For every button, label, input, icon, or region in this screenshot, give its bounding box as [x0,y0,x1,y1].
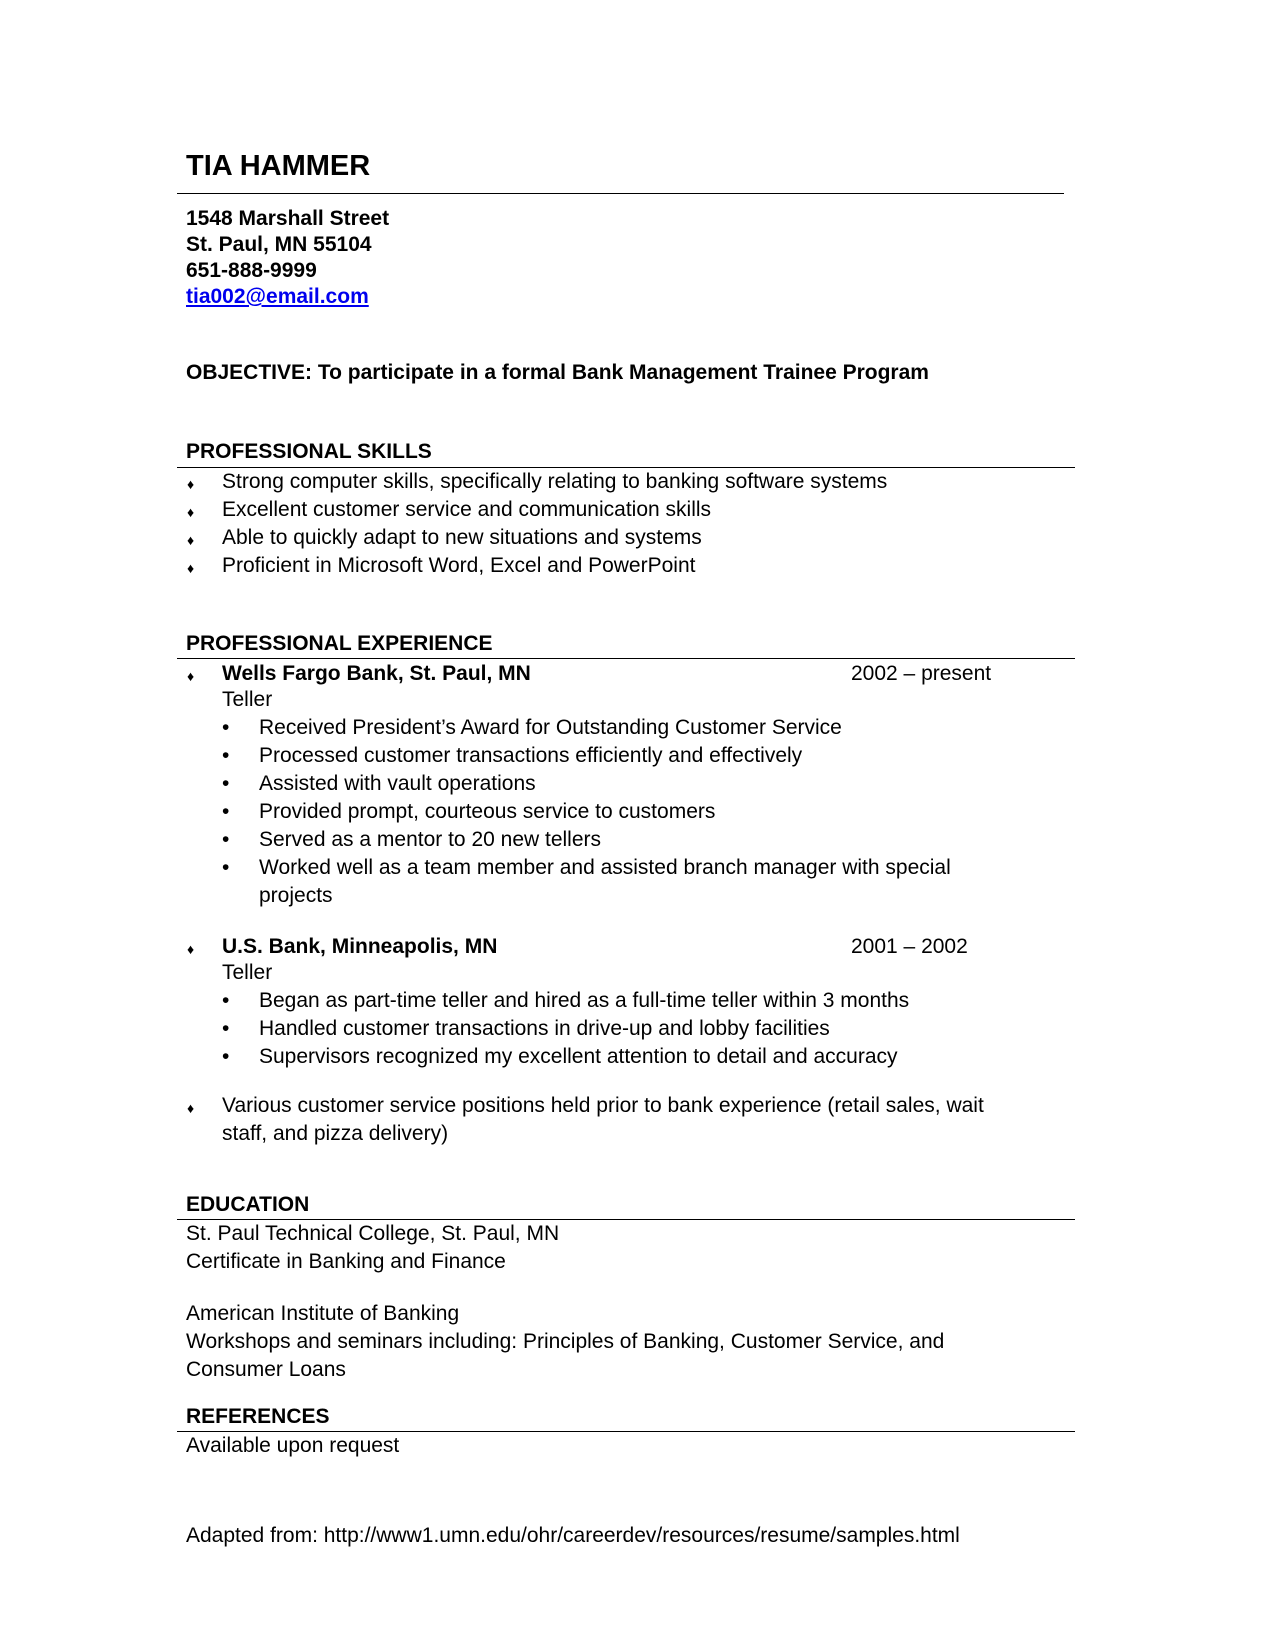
school-credential: Consumer Loans [186,1358,346,1381]
round-bullet-icon: • [222,772,230,795]
references-text: Available upon request [186,1434,400,1457]
diamond-bullet-icon: ♦ [187,560,195,576]
employer-name: U.S. Bank, Minneapolis, MN [222,935,498,958]
school-name: American Institute of Banking [186,1302,460,1325]
education-block [186,1220,944,1384]
employment-dates: 2002 – present [851,662,992,685]
diamond-bullet-icon: ♦ [187,504,195,520]
skills-list [186,468,887,580]
other-experience-line1: Various customer service positions held prior to bank experience (retail sales, wait [222,1094,984,1117]
round-bullet-icon: • [222,800,230,823]
school-name: St. Paul Technical College, St. Paul, MN [186,1222,560,1245]
list-item: • Supervisors recognized my excellent attention to detail and accuracy [222,1043,909,1071]
objective-statement: OBJECTIVE: To participate in a formal Bank Management Trainee Program [186,361,929,384]
employment-dates: 2001 – 2002 [851,935,968,958]
round-bullet-icon: • [222,1045,230,1068]
list-item: • Received President’s Award for Outstanding Customer Service [222,714,951,742]
round-bullet-icon: • [222,716,230,739]
list-item: ♦ Able to quickly adapt to new situations and systems [186,524,887,552]
source-attribution: Adapted from: http://www1.umn.edu/ohr/careerdev/resources/resume/samples.html [186,1524,960,1547]
list-item: • Provided prompt, courteous service to customers [222,798,951,826]
job-role: Teller [222,961,273,984]
experience-divider [177,658,1075,659]
other-experience [186,1092,984,1148]
school-credential: Certificate in Banking and Finance [186,1250,506,1273]
diamond-bullet-icon: ♦ [187,476,195,492]
diamond-bullet-icon: ♦ [187,941,195,957]
education-heading: EDUCATION [186,1193,310,1216]
round-bullet-icon: • [222,828,230,851]
address-street: 1548 Marshall Street [186,207,390,230]
round-bullet-icon: • [222,856,230,879]
list-item: • Handled customer transactions in drive-up and lobby facilities [222,1015,909,1043]
diamond-bullet-icon: ♦ [187,668,195,684]
duties-list [222,714,951,910]
list-item: • Processed customer transactions efficiently and effectively [222,742,951,770]
employer-name: Wells Fargo Bank, St. Paul, MN [222,662,531,685]
experience-heading: PROFESSIONAL EXPERIENCE [186,632,493,655]
resume-name: TIA HAMMER [186,150,371,182]
school-credential: Workshops and seminars including: Principles of Banking, Customer Service, and [186,1330,945,1353]
list-item-continuation: projects [259,884,333,907]
duties-list [222,987,909,1071]
round-bullet-icon: • [222,1017,230,1040]
list-item: • Began as part-time teller and hired as a full-time teller within 3 months [222,987,909,1015]
list-item: • Served as a mentor to 20 new tellers [222,826,951,854]
skills-heading: PROFESSIONAL SKILLS [186,440,432,463]
diamond-bullet-icon: ♦ [187,1100,195,1116]
email-link[interactable]: tia002@email.com [186,285,369,308]
list-item: • Assisted with vault operations [222,770,951,798]
other-experience-line2: staff, and pizza delivery) [222,1122,449,1145]
round-bullet-icon: • [222,989,230,1012]
address-city: St. Paul, MN 55104 [186,233,372,256]
name-divider [177,193,1064,194]
list-item: ♦ Proficient in Microsoft Word, Excel and PowerPoint [186,552,887,580]
list-item: ♦ Excellent customer service and communication skills [186,496,887,524]
list-item: • Worked well as a team member and assisted branch manager with special [222,854,951,882]
contact-block [186,206,389,310]
round-bullet-icon: • [222,744,230,767]
spacer [186,1276,944,1300]
references-heading: REFERENCES [186,1405,330,1428]
job-role: Teller [222,688,273,711]
phone-number: 651-888-9999 [186,259,317,282]
diamond-bullet-icon: ♦ [187,532,195,548]
list-item: ♦ Strong computer skills, specifically relating to banking software systems [186,468,887,496]
